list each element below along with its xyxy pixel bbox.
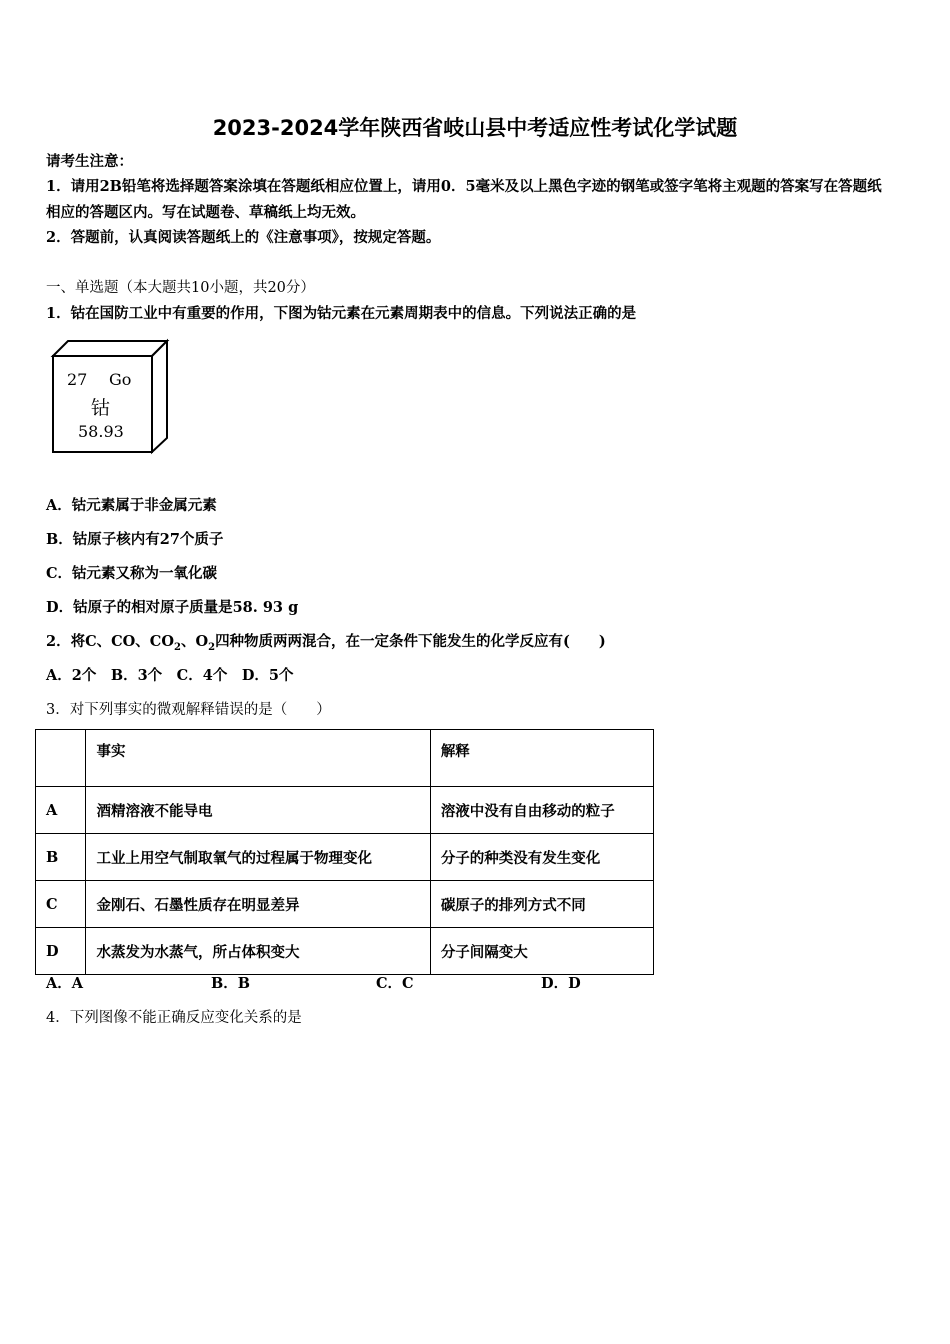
table-row	[36, 881, 654, 928]
table-cell: 酒精溶液不能导电	[86, 787, 430, 834]
q3-option-d: D．D	[541, 975, 581, 992]
question-1-stem: 1．钴在国防工业中有重要的作用，下图为钴元素在元素周期表中的信息。下列说法正确的是	[46, 305, 637, 322]
table-cell: 金刚石、石墨性质存在明显差异	[86, 881, 430, 928]
table-header-cell	[36, 730, 86, 787]
q2-options: A．2个 B．3个 C．4个 D．5个	[46, 667, 294, 684]
section-heading: 一、单选题（本大题共10小题，共20分）	[46, 280, 315, 296]
q3-table	[35, 729, 654, 975]
table-header-cell: 事实	[86, 730, 430, 787]
table-header-row	[36, 730, 654, 787]
table-cell: 分子间隔变大	[430, 928, 653, 975]
q3-option-b: B．B	[211, 975, 251, 992]
notice-heading: 请考生注意：	[46, 153, 133, 170]
q1-option-a: A．钴元素属于非金属元素	[46, 497, 217, 514]
table-cell: A	[36, 787, 86, 834]
table-cell: 分子的种类没有发生变化	[430, 834, 653, 881]
table-row	[36, 787, 654, 834]
table-row	[36, 928, 654, 975]
question-2-stem: 2．将C、CO、$CO_2$、$O_2$四种物质两两混合，在一定条件下能发生的化学反应有( )	[46, 633, 606, 653]
q1-option-b: B．钴原子核内有27个质子	[46, 531, 224, 548]
element-name: 钴	[91, 397, 111, 419]
notice-item-1: 1．请用2B铅笔将选择题答案涂填在答题纸相应位置上，请用0．5毫米及以上黑色字迹的钢笔或签字笔将主观题的答案写在答题纸相应的答题区内。写在试题卷、草稿纸上均无效。	[46, 178, 882, 221]
table-row	[36, 834, 654, 881]
element-number: 27	[67, 370, 88, 389]
table-cell: 碳原子的排列方式不同	[430, 881, 653, 928]
table-cell: 工业上用空气制取氧气的过程属于物理变化	[86, 834, 430, 881]
q1-option-d: D．钴原子的相对原子质量是58. 93 g	[46, 599, 299, 616]
q3-option-c: C．C	[376, 975, 414, 992]
question-3-stem: 3．对下列事实的微观解释错误的是（ ）	[46, 702, 331, 718]
table-cell: C	[36, 881, 86, 928]
notice-item-2: 2．答题前，认真阅读答题纸上的《注意事项》，按规定答题。	[46, 229, 441, 246]
element-mass: 58.93	[78, 422, 124, 441]
table-cell: 溶液中没有自由移动的粒子	[430, 787, 653, 834]
table-cell: B	[36, 834, 86, 881]
page-title: 2023-2024学年陕西省岐山县中考适应性考试化学试题	[212, 116, 738, 140]
element-symbol: Go	[109, 370, 132, 389]
table-cell: 水蒸发为水蒸气，所占体积变大	[86, 928, 430, 975]
q1-option-c: C．钴元素又称为一氧化碳	[46, 565, 218, 582]
question-4-stem: 4．下列图像不能正确反应变化关系的是	[46, 1010, 302, 1026]
q3-option-a: A．A	[46, 975, 84, 992]
table-header-cell: 解释	[430, 730, 653, 787]
table-cell: D	[36, 928, 86, 975]
